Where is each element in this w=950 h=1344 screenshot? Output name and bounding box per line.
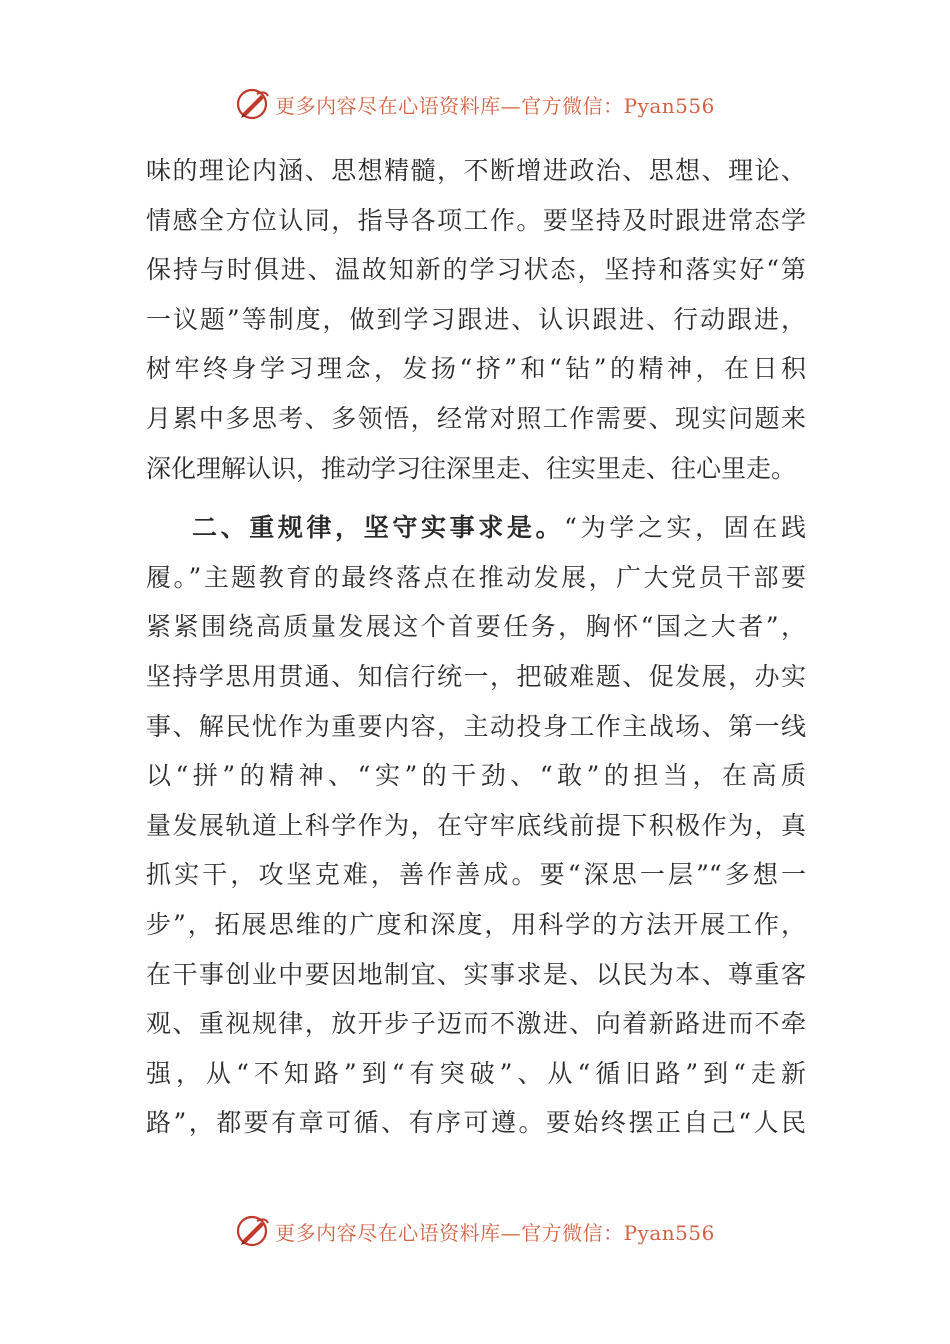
text-line: 强，从“不知路”到“有突破”、从“循旧路”到“走新 <box>146 1058 806 1088</box>
text-line: 履。”主题教育的最终落点在推动发展，广大党员干部要 <box>146 562 806 592</box>
text-line: 月累中多思考、多领悟，经常对照工作需要、现实问题来 <box>146 403 806 433</box>
text-line: 步”，拓展思维的广度和深度，用科学的方法开展工作， <box>146 909 806 939</box>
text-line: 一议题”等制度，做到学习跟进、认识跟进、行动跟进， <box>146 304 806 334</box>
text-line: 在干事创业中要因地制宜、实事求是、以民为本、尊重客 <box>146 959 806 989</box>
text-line: 保持与时俱进、温故知新的学习状态，坚持和落实好“第 <box>146 255 806 285</box>
text-line: 紧紧围绕高质量发展这个首要任务，胸怀“国之大者”， <box>146 612 806 642</box>
paragraph-2 <box>146 503 806 1148</box>
paragraph-1 <box>146 146 806 493</box>
footer-dash: — <box>500 1220 522 1245</box>
paragraph-2-first-line <box>146 503 806 553</box>
text-line: 坚持学思用贯通、知信行统一，把破难题、促发展，办实 <box>146 661 806 691</box>
text-line: 情感全方位认同，指导各项工作。要坚持及时跟进常态学 <box>146 205 806 235</box>
footer-site-text: 更多内容尽在心语资料库 <box>275 1220 501 1245</box>
text-line: 量发展轨道上科学作为，在守牢底线前提下积极作为，真 <box>146 810 806 840</box>
pen-logo-icon <box>235 86 271 122</box>
text-line: 深化理解认识，推动学习往深里走、往实里走、往心里走。 <box>146 453 797 483</box>
section-heading: 二、重规律，坚守实事求是。 <box>192 513 565 543</box>
footer-wechat-text: 官方微信：Pyan556 <box>521 1220 715 1245</box>
footer-text <box>275 1217 715 1246</box>
document-body <box>146 146 806 1148</box>
text-line: 味的理论内涵、思想精髓，不断增进政治、思想、理论、 <box>146 156 806 185</box>
header-banner <box>0 84 950 124</box>
header-wechat-text: 官方微信：Pyan556 <box>521 93 715 118</box>
text-line: 事、解民忧作为重要内容，主动投身工作主战场、第一线 <box>146 711 806 741</box>
text-line: 树牢终身学习理念，发扬“挤”和“钻”的精神，在日积 <box>146 354 806 384</box>
text-span: “为学之实，固在践 <box>564 513 806 543</box>
text-line: 抓实干，攻坚克难，善作善成。要“深思一层”“多想一 <box>146 860 806 890</box>
header-text <box>275 90 715 119</box>
text-line: 观、重视规律，放开步子迈而不激进、向着新路进而不牵 <box>146 1009 806 1039</box>
header-site-text: 更多内容尽在心语资料库 <box>275 93 501 118</box>
footer-banner <box>0 1211 950 1251</box>
pen-logo-icon <box>235 1213 271 1249</box>
text-line: 以“拼”的精神、“实”的干劲、“敢”的担当，在高质 <box>146 761 806 791</box>
text-line: 路”，都要有章可循、有序可遵。要始终摆正自己“人民 <box>146 1108 806 1138</box>
header-dash: — <box>500 93 522 118</box>
